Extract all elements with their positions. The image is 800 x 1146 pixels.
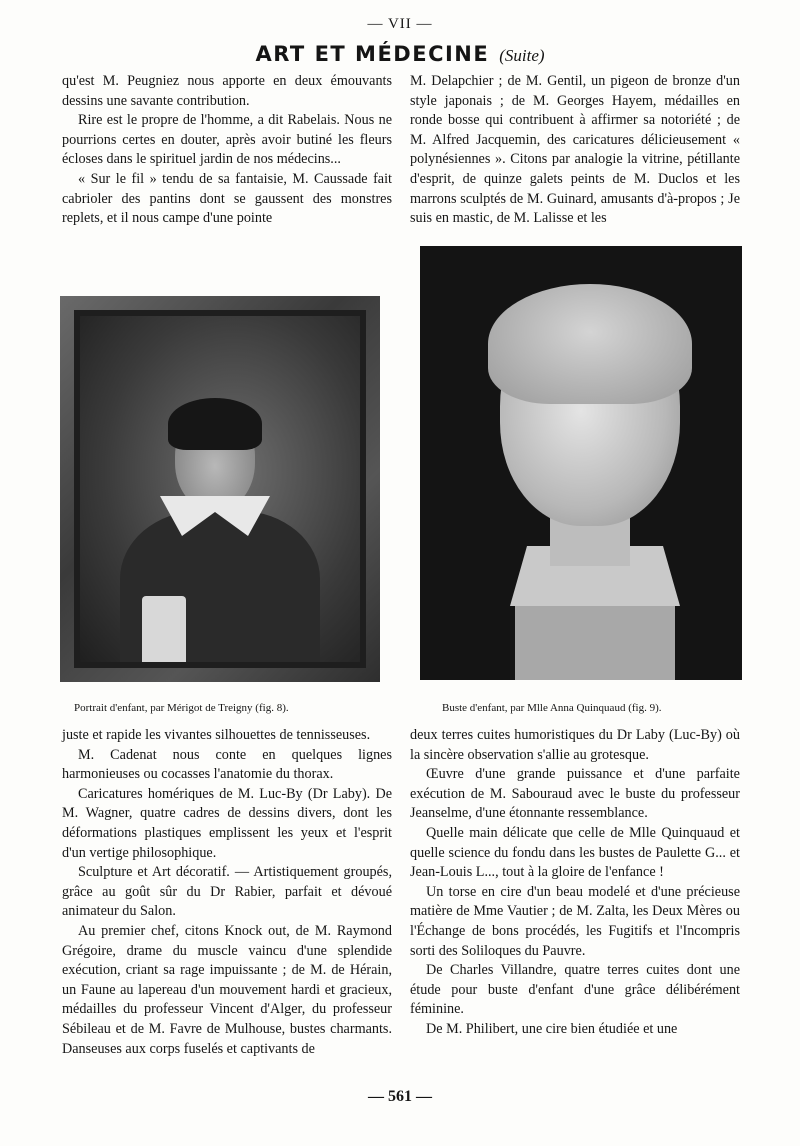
paragraph: M. Cadenat nous conte en quelques lignes harmonieuses ou cocasses l'anatomie du thorax. xyxy=(62,746,392,783)
article-header xyxy=(0,42,800,66)
bottom-right-column xyxy=(410,726,740,1040)
paragraph: qu'est M. Peugniez nous apporte en deux émouvants dessins une savante contribution. xyxy=(62,73,392,109)
paragraph: Un torse en cire d'un beau modelé et d'une précieuse matière de Mme Vautier ; de M. Zalta, les Deux Mères ou l'Échange de bons procédés, les Fugitifs et l'Incompris sorti des Soliloques du Pauvre. xyxy=(410,883,740,959)
article-title: ART ET MÉDECINE xyxy=(255,42,490,66)
paragraph: « Sur le fil » tendu de sa fantaisie, M. Caussade fait cabrioler des pantins dont se gaussent des monstres replets, et il nous campe d'une pointe xyxy=(62,170,392,227)
figure-caption-right: Buste d'enfant, par Mlle Anna Quinquaud (fig. 9). xyxy=(442,702,662,714)
paragraph: M. Delapchier ; de M. Gentil, un pigeon de bronze d'un style japonais ; de M. Georges Hayem, médailles en ronde bosse qui contribuent à affirmer sa notoriété ; de M. Alfred Jacquemin, des caricatures délicieusement « polynésiennes ». Citons par analogie la vitrine, pétillante d'esprit, de quinze galets peints de M. Duclos et les marrons sculptés de M. Guinard, amusants d'à-propos ; Je suis en mastic, de M. Lalisse et les xyxy=(410,73,740,227)
paragraph: Œuvre d'une grande puissance et d'une parfaite exécution de M. Sabouraud avec le buste du professeur Jeanselme, d'une étonnante ressemblance. xyxy=(410,766,740,822)
top-right-column xyxy=(410,72,740,229)
paragraph: De M. Philibert, une cire bien étudiée et une xyxy=(426,1020,678,1037)
bust-image xyxy=(420,246,742,680)
folio: — VII — xyxy=(367,16,433,32)
paragraph: deux terres cuites humoristiques du Dr Laby (Luc-By) où la sincère observation s'allie au grotesque. xyxy=(410,727,740,763)
paragraph: Rire est le propre de l'homme, a dit Rabelais. Nous ne pourrions certes en douter, après avoir butiné les fleurs écloses dans le spirituel jardin de nos médecins... xyxy=(62,112,392,168)
paragraph: Quelle main délicate que celle de Mlle Quinquaud et quelle science du fondu dans les bustes de Paulette G... et Jean-Louis L..., tout à la gloire de l'enfance ! xyxy=(410,824,740,881)
portrait-image xyxy=(60,296,380,682)
paragraph: Au premier chef, citons Knock out, de M. Raymond Grégoire, drame du muscle vaincu d'une splendide exécution, criant sa rage impuissante ; de M. de Hérain, un Faune au lapereau d'un mouvement hardi et gracieux, médailles du professeur Vincent d'Alger, du professeur Sébileau et de M. Favre de Mulhouse, bustes charmants. Danseuses aux corps fuselés et captivants de xyxy=(62,922,392,1057)
top-left-column xyxy=(62,72,392,229)
page-number: — 561 — xyxy=(368,1088,432,1105)
paragraph: Caricatures homériques de M. Luc-By (Dr Laby). De M. Wagner, quatre cadres de dessins divers, dont les déformations plastiques emplissent les yeux et l'esprit d'un vertige philosophique. xyxy=(62,785,392,861)
bottom-left-column xyxy=(62,726,392,1059)
paragraph: De Charles Villandre, quatre terres cuites dont une étude pour buste d'enfant d'une grâce délibérément féminine. xyxy=(410,962,740,1018)
figure-caption-left: Portrait d'enfant, par Mérigot de Treigny (fig. 8). xyxy=(74,702,289,714)
paragraph: juste et rapide les vivantes silhouettes de tennisseuses. xyxy=(62,727,371,743)
section-paragraph: Sculpture et Art décoratif. — Artistiquement groupés, grâce au goût sûr du Dr Rabier, parfait et dévoué animateur du Salon. xyxy=(62,864,392,920)
article-suite: (Suite) xyxy=(499,46,545,65)
